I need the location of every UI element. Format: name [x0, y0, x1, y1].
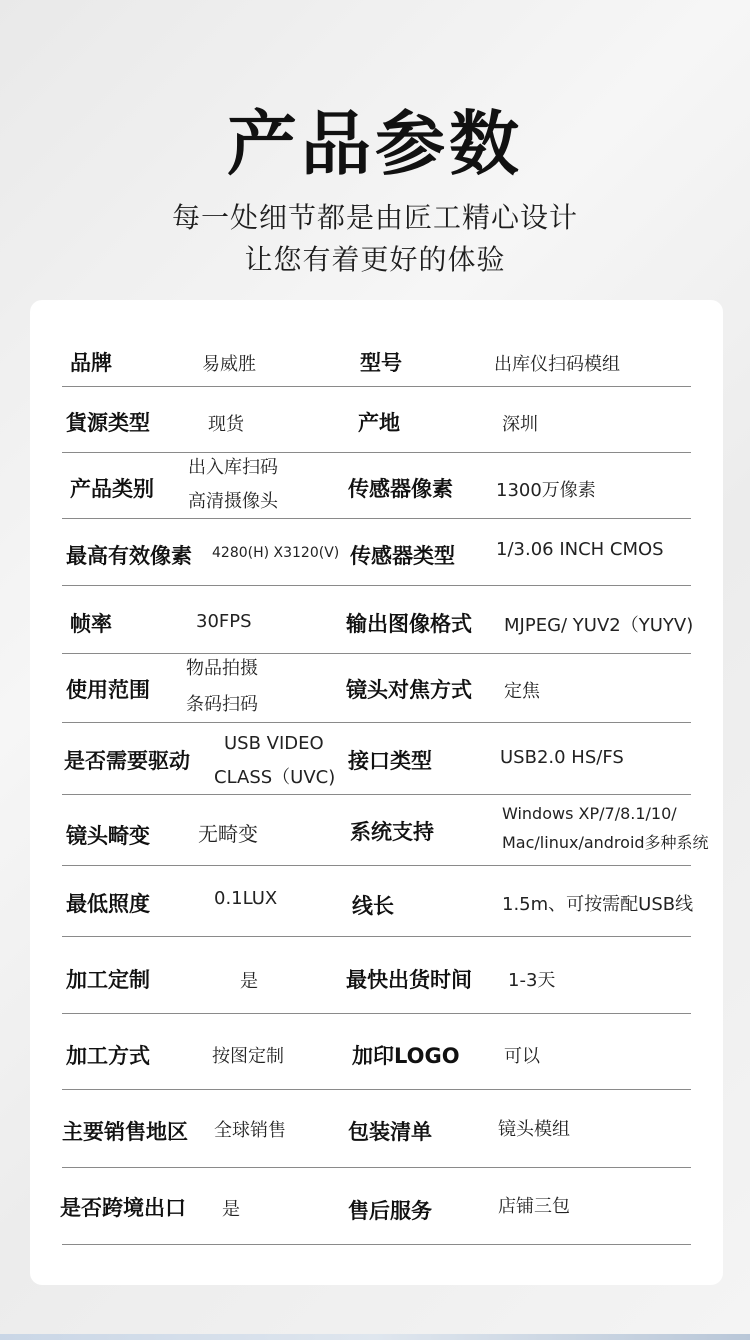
spec-value-cable-length: 1.5m、可按需配USB线 — [502, 894, 694, 915]
spec-label-after-sales: 售后服务 — [348, 1199, 432, 1223]
spec-label-origin: 产地 — [358, 411, 400, 435]
spec-value-os-support-2: Mac/linux/android多种系统 — [502, 833, 709, 852]
spec-label-source: 貨源类型 — [66, 411, 150, 435]
spec-value-sales-region: 全球销售 — [214, 1120, 286, 1141]
spec-label-sensor-type: 传感器类型 — [350, 544, 455, 568]
spec-label-category: 产品类别 — [70, 477, 154, 501]
spec-label-brand: 品牌 — [70, 351, 112, 375]
spec-label-customization: 加工定制 — [66, 968, 150, 992]
spec-label-interface: 接口类型 — [348, 749, 432, 773]
spec-label-sales-region: 主要销售地区 — [62, 1120, 188, 1144]
bottom-strip — [0, 1334, 750, 1340]
spec-value-min-illumination: 0.1LUX — [214, 888, 278, 909]
spec-value-package-list: 镜头模组 — [498, 1119, 570, 1140]
spec-value-driver-2: CLASS（UVC) — [214, 767, 336, 788]
spec-row-processing — [62, 1014, 691, 1090]
spec-label-distortion: 镜头畸变 — [66, 824, 150, 848]
spec-row-usage — [62, 654, 691, 723]
spec-label-cable-length: 线长 — [352, 894, 394, 918]
spec-label-export: 是否跨境出口 — [60, 1196, 186, 1220]
spec-label-logo-print: 加印LOGO — [352, 1044, 460, 1068]
spec-label-max-pixels: 最高有效像素 — [66, 544, 192, 568]
spec-row-export — [62, 1168, 691, 1245]
spec-label-frame-rate: 帧率 — [70, 612, 112, 636]
spec-value-usage-1: 物品拍摄 — [186, 658, 258, 679]
spec-value-distortion: 无畸变 — [198, 822, 258, 846]
spec-label-driver: 是否需要驱动 — [64, 749, 190, 773]
spec-value-model: 出库仪扫码模组 — [494, 354, 620, 375]
spec-value-source: 现货 — [208, 414, 244, 435]
spec-row-category — [62, 453, 691, 519]
spec-value-brand: 易威胜 — [202, 354, 256, 375]
spec-row-brand — [62, 330, 691, 387]
spec-label-focus-mode: 镜头对焦方式 — [346, 678, 472, 702]
spec-value-output-format: MJPEG/ YUV2（YUYV) — [504, 615, 694, 636]
spec-label-model: 型号 — [360, 351, 402, 375]
spec-value-max-pixels: 4280(H) X3120(V) — [212, 545, 340, 561]
subtitle-line-2: 让您有着更好的体验 — [244, 243, 506, 276]
spec-label-fastest-shipping: 最快出货时间 — [346, 968, 472, 992]
spec-value-focus-mode: 定焦 — [504, 681, 540, 702]
spec-row-frame-rate — [62, 586, 694, 654]
spec-value-export: 是 — [222, 1199, 240, 1220]
spec-row-sales-region — [62, 1090, 691, 1168]
spec-row-max-pixels — [62, 519, 691, 586]
spec-value-fastest-shipping: 1-3天 — [508, 970, 556, 991]
spec-value-category-1: 出入库扫码 — [188, 457, 278, 478]
spec-label-output-format: 输出图像格式 — [346, 612, 472, 636]
spec-value-origin: 深圳 — [502, 414, 538, 435]
spec-row-min-illumination — [62, 866, 694, 937]
spec-label-os-support: 系统支持 — [350, 820, 434, 844]
spec-row-driver — [62, 723, 691, 795]
spec-value-after-sales: 店铺三包 — [498, 1196, 570, 1217]
spec-value-customization: 是 — [240, 971, 258, 992]
spec-value-frame-rate: 30FPS — [196, 611, 252, 632]
spec-value-category-2: 高清摄像头 — [188, 491, 278, 512]
spec-row-source — [62, 387, 691, 453]
spec-value-os-support-1: Windows XP/7/8.1/10/ — [502, 804, 677, 823]
spec-value-processing: 按图定制 — [212, 1046, 284, 1067]
spec-value-interface: USB2.0 HS/FS — [500, 747, 624, 768]
spec-row-distortion — [62, 795, 709, 866]
spec-label-sensor-pixels: 传感器像素 — [348, 477, 453, 501]
spec-label-package-list: 包装清单 — [348, 1120, 432, 1144]
spec-label-min-illumination: 最低照度 — [66, 892, 150, 916]
spec-label-usage: 使用范围 — [66, 678, 150, 702]
spec-value-sensor-pixels: 1300万像素 — [496, 480, 596, 501]
spec-row-customization — [62, 937, 691, 1014]
page-title: 产品参数 — [227, 103, 523, 185]
spec-value-sensor-type: 1/3.06 INCH CMOS — [496, 539, 664, 560]
spec-value-usage-2: 条码扫码 — [186, 694, 258, 715]
spec-label-processing: 加工方式 — [66, 1044, 150, 1068]
spec-value-driver-1: USB VIDEO — [224, 733, 324, 754]
spec-value-logo-print: 可以 — [504, 1046, 540, 1067]
subtitle-line-1: 每一处细节都是由匠工精心设计 — [171, 201, 578, 234]
